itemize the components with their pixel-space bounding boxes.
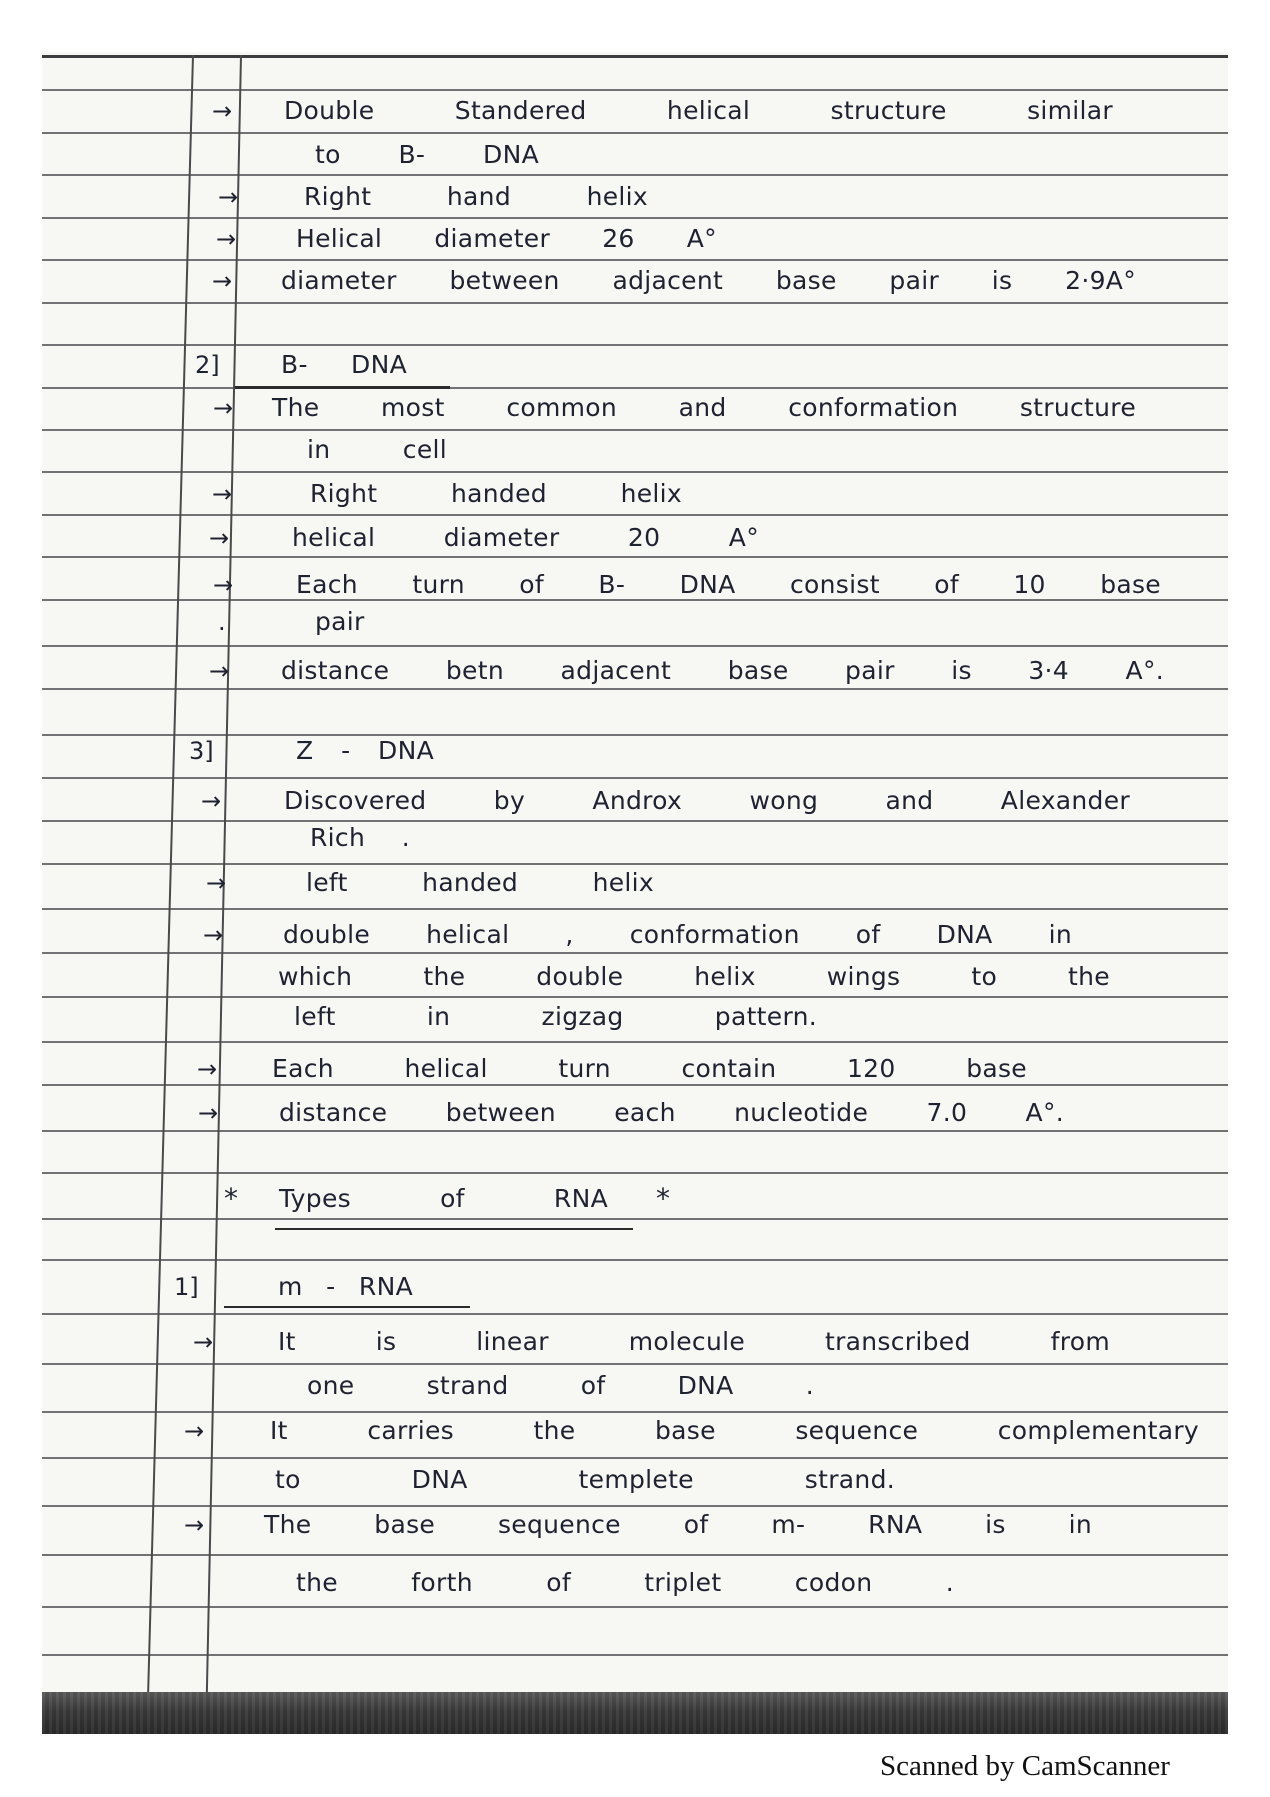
note-line: pair (315, 607, 365, 636)
note-line: Each helical turn contain 120 base (272, 1054, 1027, 1083)
rna-types-heading (0, 1179, 1270, 1219)
note-line: the forth of triplet codon . (296, 1568, 954, 1597)
note-line: Helical diameter 26 A° (296, 224, 717, 253)
section-title: B- DNA (281, 350, 407, 379)
arrow-marker: → (184, 1417, 205, 1445)
arrow-marker: → (212, 97, 233, 125)
note-row (0, 219, 1270, 259)
heading-underline (275, 1228, 633, 1230)
note-line: The most common and conformation structure (272, 393, 1136, 422)
arrow-marker: → (212, 480, 233, 508)
arrow-marker: → (206, 869, 227, 897)
arrow-marker: → (201, 787, 222, 815)
star-right: * (656, 1182, 670, 1215)
section-title: m - RNA (278, 1272, 413, 1301)
star-left: * (224, 1182, 238, 1215)
note-line: in cell (307, 435, 447, 464)
arrow-marker: → (203, 921, 224, 949)
note-row (0, 565, 1270, 605)
arrow-marker: → (212, 267, 233, 295)
arrow-marker: → (197, 1055, 218, 1083)
note-row (0, 863, 1270, 903)
note-row (0, 818, 1270, 858)
section-number: 1] (174, 1273, 199, 1301)
note-row (0, 261, 1270, 301)
note-row (0, 602, 1270, 642)
note-row (0, 518, 1270, 558)
note-row (0, 135, 1270, 175)
note-row (0, 651, 1270, 691)
note-line: Rich . (310, 823, 410, 852)
note-row (0, 1366, 1270, 1406)
note-line: It is linear molecule transcribed from (278, 1327, 1110, 1356)
scanner-watermark: Scanned by CamScanner (880, 1750, 1170, 1782)
note-row (0, 474, 1270, 514)
note-line: to DNA templete strand. (275, 1465, 895, 1494)
arrow-marker: → (198, 1099, 219, 1127)
note-row (0, 430, 1270, 470)
scan-shadow-strip (42, 1692, 1228, 1734)
note-row (0, 1505, 1270, 1545)
arrow-marker: → (218, 183, 239, 211)
note-row (0, 1049, 1270, 1089)
note-row (0, 957, 1270, 997)
note-row (0, 781, 1270, 821)
section-number: 2] (195, 351, 220, 379)
note-line: one strand of DNA . (307, 1371, 814, 1400)
section-heading-z-dna (0, 731, 1270, 771)
arrow-marker: → (209, 657, 230, 685)
arrow-marker: → (184, 1511, 205, 1539)
arrow-marker: → (209, 524, 230, 552)
section-heading-b-dna (0, 345, 1270, 385)
note-line: Right handed helix (310, 479, 682, 508)
note-line: The base sequence of m- RNA is in (264, 1510, 1092, 1539)
note-row (0, 388, 1270, 428)
note-line: Double Standered helical structure similar (284, 96, 1113, 125)
note-line: distance betn adjacent base pair is 3·4 A°. (281, 656, 1164, 685)
arrow-marker: → (193, 1328, 214, 1356)
heading-underline (224, 1306, 470, 1308)
note-row (0, 997, 1270, 1037)
note-line: to B- DNA (315, 140, 539, 169)
note-row (0, 91, 1270, 131)
note-line: left handed helix (306, 868, 654, 897)
arrow-marker: → (216, 225, 237, 253)
note-row (0, 915, 1270, 955)
note-row (0, 1411, 1270, 1451)
arrow-marker: → (213, 394, 234, 422)
note-row (0, 1093, 1270, 1133)
note-line: Right hand helix (304, 182, 648, 211)
section-heading-m-rna (0, 1267, 1270, 1307)
note-line: Discovered by Androx wong and Alexander (284, 786, 1130, 815)
note-row (0, 1563, 1270, 1603)
note-line: which the double helix wings to the (278, 962, 1110, 991)
note-line: distance between each nucleotide 7.0 A°. (279, 1098, 1064, 1127)
note-row (0, 1460, 1270, 1500)
section-title: Z - DNA (296, 736, 434, 765)
note-line: diameter between adjacent base pair is 2·9A° (281, 266, 1136, 295)
note-line: left in zigzag pattern. (294, 1002, 817, 1031)
note-line: helical diameter 20 A° (292, 523, 759, 552)
note-line: double helical , conformation of DNA in (283, 920, 1072, 949)
note-row (0, 1322, 1270, 1362)
note-row (0, 177, 1270, 217)
note-line: Each turn of B- DNA consist of 10 base (296, 570, 1161, 599)
note-line: It carries the base sequence complementary (270, 1416, 1199, 1445)
section-number: 3] (189, 737, 214, 765)
rna-types-title: Types of RNA (279, 1184, 608, 1213)
dot-marker: . (218, 608, 226, 636)
arrow-marker: → (213, 571, 234, 599)
